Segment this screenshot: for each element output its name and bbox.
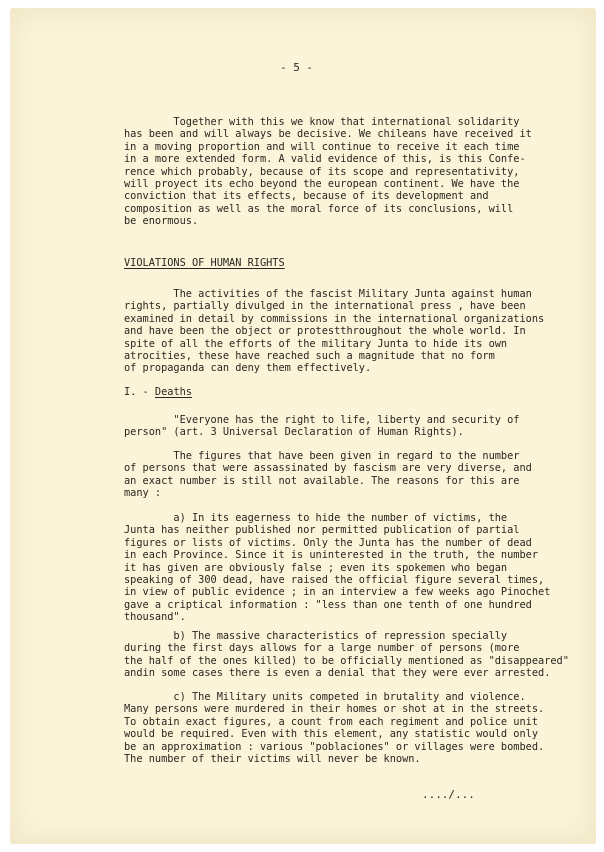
point-c: c) The Military units competed in brutality and violence. Many persons were murdered in their homes or shot at in the streets. To obtain exact figures, a count from each regiment and police unit would be required. Even with this element, any statistic would only be an approximation : various "poblaciones" or villages were bombed. The number of their victims will never be known. <box>124 691 545 766</box>
point-b: b) The massive characteristics of repression specially during the first days allows for a large number of persons (more the half of the ones killed) to be officially mentioned as "disappeared" andin some cases there is even a denial that they were ever arrested. <box>124 630 569 680</box>
document-page <box>10 8 596 844</box>
paragraph-solidarity: Together with this we know that international solidarity has been and will always be decisive. We chileans have received it in a moving proportion and will continue to receive it each time in a more extended form. A valid evidence of this, is this Confe- rence which probably, because of its scope and representativity, will proyect its echo beyond the european continent. We have the conviction that its effects, because of its development and composition as well as the moral force of its conclusions, will be enormous. <box>124 116 532 228</box>
page-number: - 5 - <box>280 61 314 74</box>
continuation-mark: ..../... <box>422 788 475 801</box>
paragraph-junta-activities: The activities of the fascist Military Junta against human rights, partially divulged in the international press , have been examined in detail by commissions in the international organizations and have been the object or protestthroughout the whole world. In spite of all the efforts of the military Junta to hide its own atrocities, these have reached such a magnitude that no form of propaganda can deny them effectively. <box>124 288 545 375</box>
section-heading: VIOLATIONS OF HUMAN RIGHTS <box>124 257 285 269</box>
paragraph-figures: The figures that have been given in regard to the number of persons that were assassinated by fascism are very diverse, and an exact number is still not available. The reasons for this are many : <box>124 450 532 500</box>
subsection-number: I. - <box>124 386 155 398</box>
subsection-title: Deaths <box>154 386 192 398</box>
quote-declaration: "Everyone has the right to life, liberty and security of person" (art. 3 Universal Declaration of Human Rights). <box>124 414 520 439</box>
point-a: a) In its eagerness to hide the number of victims, the Junta has neither published nor permitted publication of partial figures or lists of victims. Only the Junta has the number of dead in each Province. Since it is uninterested in the truth, the number it has given are obviously false ; even its spokemen who began speaking of 300 dead, have raised the official figure several times, in view of public evidence ; in an interview a few weeks ago Pinochet gave a criptical information : "less than one tenth of one hundred thousand". <box>124 512 551 624</box>
subsection-heading <box>124 386 192 398</box>
